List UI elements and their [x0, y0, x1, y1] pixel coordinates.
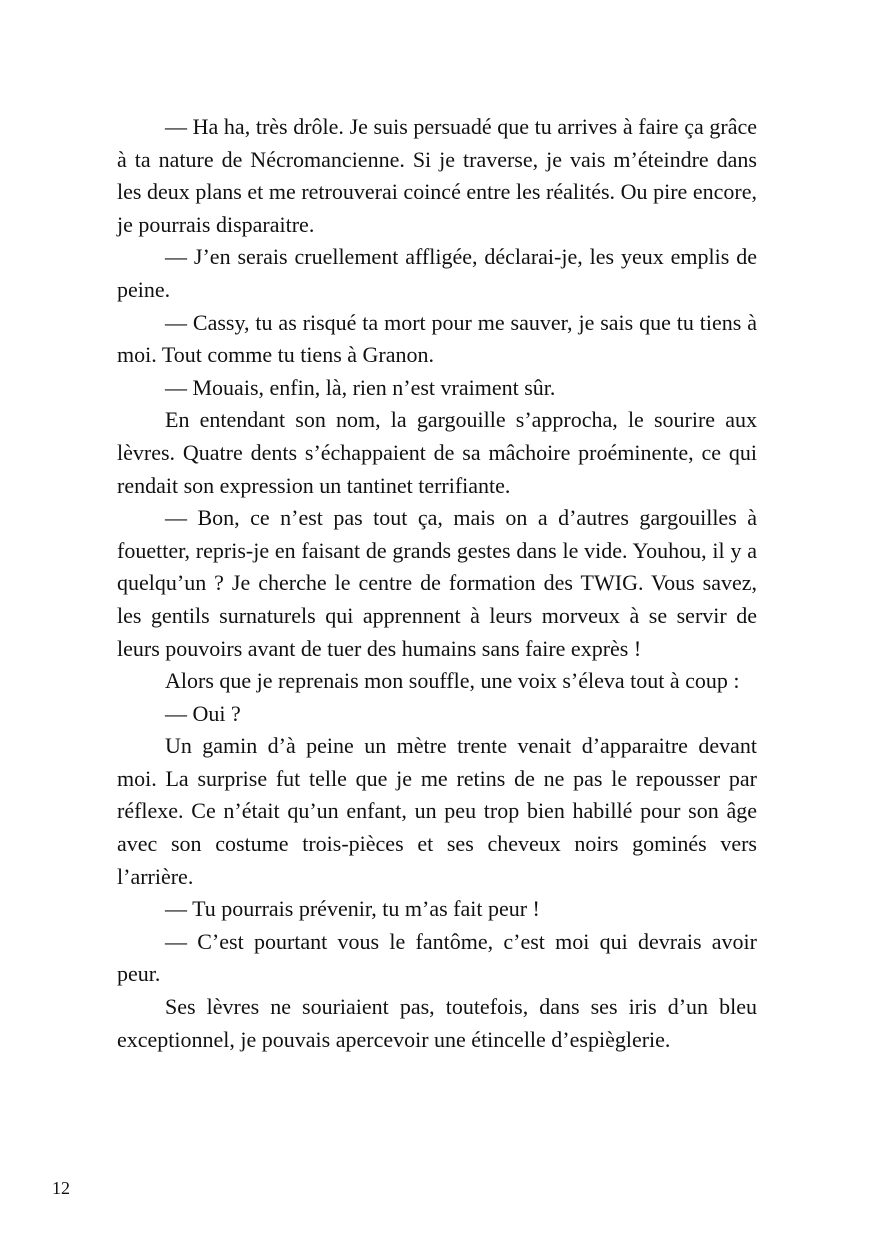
paragraph-6: — Bon, ce n’est pas tout ça, mais on a d’autres gargouilles à fouetter, repris-je en faisant de grands gestes dans le vide. Youhou, il y a quelqu’un ? Je cherche le centre de formation des TWIG. Vous savez, les gentils surnaturels qui apprennent à leurs morveux à se servir de leurs pouvoirs avant de tuer des humains sans faire exprès ! [117, 505, 757, 661]
paragraph-4: — Mouais, enfin, là, rien n’est vraiment sûr. [165, 374, 556, 400]
paragraph-7: Alors que je reprenais mon souffle, une voix s’éleva tout à coup : [165, 668, 740, 694]
page-number: 12 [52, 1178, 70, 1198]
paragraph-12: Ses lèvres ne souriaient pas, toutefois, dans ses iris d’un bleu exceptionnel, je pouvais apercevoir une étincelle d’espièglerie. [117, 994, 757, 1052]
paragraph-2: — J’en serais cruellement affligée, déclarai-je, les yeux emplis de peine. [117, 244, 757, 302]
paragraph-11: — C’est pourtant vous le fantôme, c’est moi qui devrais avoir peur. [117, 928, 757, 987]
paragraph-9: Un gamin d’à peine un mètre trente venait d’apparaitre devant moi. La surprise fut telle que je me retins de ne pas le repousser par réflexe. Ce n’était qu’un enfant, un peu trop bien habillé pour son âge avec son costume trois-pièces et ses cheveux noirs gominés vers l’arrière. [117, 733, 757, 889]
body-text [117, 111, 757, 1056]
paragraph-1: — Ha ha, très drôle. Je suis persuadé que tu arrives à faire ça grâce à ta nature de Nécromancienne. Si je traverse, je vais m’éteindre dans les deux plans et me retrouverai coincé entre les réalités. Ou pire encore, je pourrais disparaitre. [117, 114, 757, 237]
paragraph-10: — Tu pourrais prévenir, tu m’as fait peur ! [165, 896, 540, 922]
paragraph-5: En entendant son nom, la gargouille s’approcha, le sourire aux lèvres. Quatre dents s’échappaient de sa mâchoire proéminente, ce qui rendait son expression un tantinet terrifiante. [117, 407, 757, 498]
paragraph-8: — Oui ? [165, 700, 241, 726]
paragraph-3: — Cassy, tu as risqué ta mort pour me sauver, je sais que tu tiens à moi. Tout comme tu tiens à Granon. [117, 309, 757, 368]
